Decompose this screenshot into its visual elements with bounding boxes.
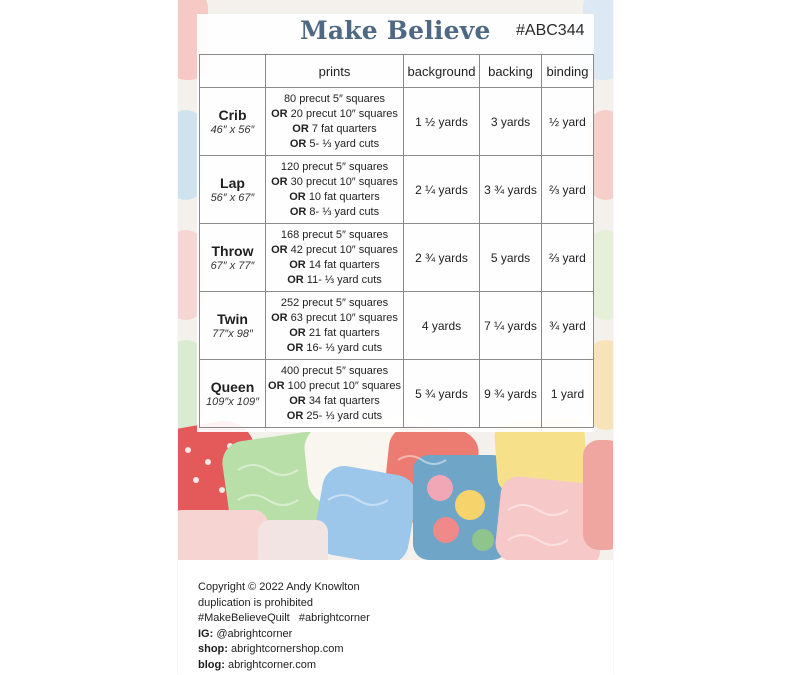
backing-cell: 5 yards	[480, 224, 542, 292]
blog-url: abrightcorner.com	[224, 658, 316, 671]
hashtags: #MakeBelieveQuilt #abrightcorner	[198, 612, 370, 624]
table-row-throw	[200, 224, 594, 292]
column-header-binding: binding	[542, 55, 594, 88]
print-option: OR 8- ⅓ yard cuts	[289, 205, 380, 218]
print-option: OR 20 precut 10″ squares	[271, 107, 398, 120]
print-option: OR 7 fat quarters	[292, 122, 377, 135]
blog-line	[198, 658, 370, 674]
print-option: OR 100 precut 10″ squares	[268, 379, 401, 392]
column-header-backing: backing	[480, 55, 542, 88]
duplication-notice: duplication is prohibited	[198, 596, 313, 609]
shop-label: shop:	[198, 643, 228, 655]
prints-cell	[266, 360, 404, 428]
column-header-size	[200, 55, 266, 88]
print-option: OR 16- ⅓ yard cuts	[286, 341, 383, 354]
print-option: OR 21 fat quarters	[289, 326, 380, 339]
print-option: OR 14 fat quarters	[289, 258, 380, 271]
background-cell: 5 ¾ yards	[404, 360, 480, 428]
prints-cell	[266, 156, 404, 224]
size-cell	[200, 156, 266, 224]
binding-cell: ⅔ yard	[542, 156, 594, 224]
prints-cell	[266, 88, 404, 156]
binding-cell: ¾ yard	[542, 292, 594, 360]
instagram-line	[198, 627, 370, 643]
blog-label: blog:	[198, 658, 225, 671]
yardage-table	[199, 54, 594, 428]
size-name: Crib	[218, 107, 247, 123]
prints-cell	[266, 224, 404, 292]
size-cell	[200, 88, 266, 156]
size-cell	[200, 224, 266, 292]
size-name: Twin	[217, 311, 248, 327]
instagram-label: IG:	[198, 627, 214, 640]
size-dimensions: 109″x 109″	[205, 396, 260, 408]
background-cell: 1 ½ yards	[404, 88, 480, 156]
backing-cell: 9 ¾ yards	[480, 360, 542, 428]
size-name: Queen	[210, 379, 255, 395]
background-cell: 4 yards	[404, 292, 480, 360]
copyright-line: Copyright © 2022 Andy Knowlton	[198, 581, 360, 593]
background-cell: 2 ¼ yards	[404, 156, 480, 224]
size-dimensions: 77″x 98″	[212, 328, 253, 340]
column-header-prints: prints	[266, 55, 404, 88]
table-row-twin	[200, 292, 594, 360]
shop-line	[198, 642, 370, 658]
table-row-queen	[200, 360, 594, 428]
column-header-background: background	[404, 55, 480, 88]
pattern-title: Make Believe	[300, 16, 491, 45]
table-header-row	[200, 55, 594, 88]
size-cell	[200, 292, 266, 360]
print-option: OR 25- ⅓ yard cuts	[286, 409, 383, 422]
print-option: 80 precut 5″ squares	[283, 92, 386, 105]
backing-cell: 3 ¾ yards	[480, 156, 542, 224]
pattern-code: #ABC344	[516, 22, 585, 39]
binding-cell: 1 yard	[542, 360, 594, 428]
table-row-lap	[200, 156, 594, 224]
binding-cell: ½ yard	[542, 88, 594, 156]
print-option: OR 5- ⅓ yard cuts	[289, 137, 380, 150]
size-dimensions: 46″ x 56″	[210, 124, 255, 136]
size-name: Throw	[211, 243, 254, 259]
print-option: 168 precut 5″ squares	[280, 228, 389, 241]
print-option: 120 precut 5″ squares	[280, 160, 389, 173]
print-option: OR 63 precut 10″ squares	[271, 311, 398, 324]
backing-cell: 7 ¼ yards	[480, 292, 542, 360]
size-cell	[200, 360, 266, 428]
print-option: OR 10 fat quarters	[289, 190, 380, 203]
size-dimensions: 67″ x 77″	[210, 260, 255, 272]
shop-url: abrightcornershop.com	[227, 643, 344, 655]
print-option: OR 42 precut 10″ squares	[271, 243, 398, 256]
copyright-footer	[198, 580, 370, 673]
print-option: OR 11- ⅓ yard cuts	[287, 273, 382, 286]
print-option: 400 precut 5″ squares	[280, 364, 389, 377]
print-option: OR 30 precut 10″ squares	[271, 175, 398, 188]
size-dimensions: 56″ x 67″	[210, 192, 255, 204]
pattern-back-cover	[178, 0, 613, 675]
instagram-handle: @abrightcorner	[213, 627, 293, 640]
print-option: 252 precut 5″ squares	[280, 296, 389, 309]
binding-cell: ⅔ yard	[542, 224, 594, 292]
print-option: OR 34 fat quarters	[289, 394, 380, 407]
table-row-crib	[200, 88, 594, 156]
background-cell: 2 ¾ yards	[404, 224, 480, 292]
prints-cell	[266, 292, 404, 360]
size-name: Lap	[220, 175, 245, 191]
backing-cell: 3 yards	[480, 88, 542, 156]
